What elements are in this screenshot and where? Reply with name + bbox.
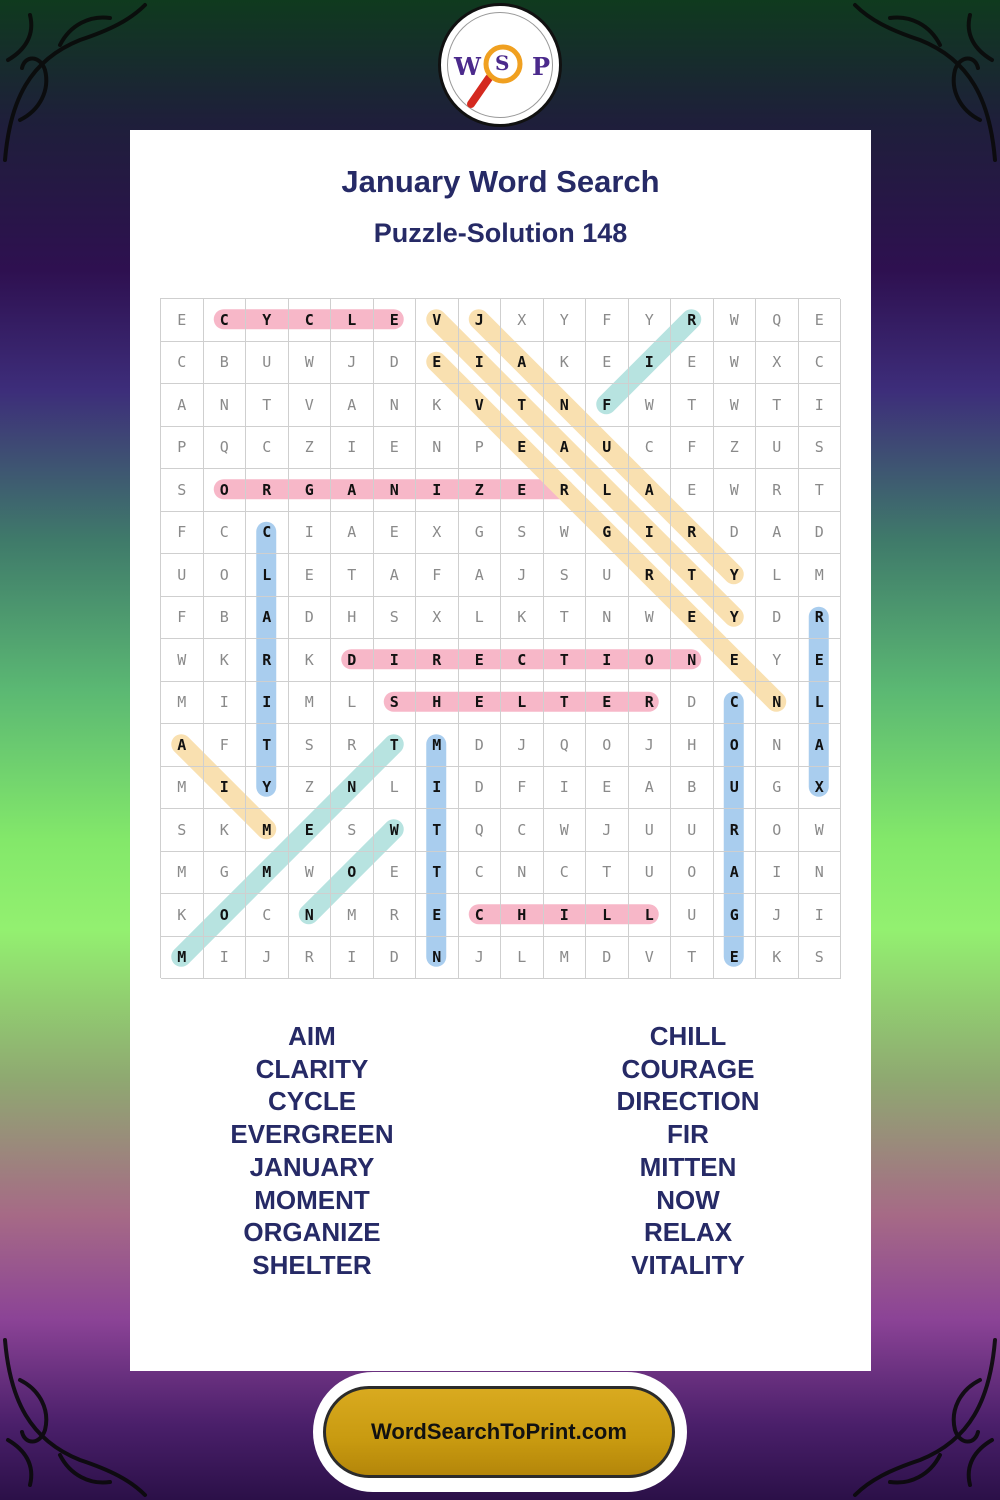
grid-cell[interactable]: E — [374, 299, 417, 342]
grid-cell[interactable]: R — [374, 894, 417, 937]
grid-cell[interactable]: A — [374, 554, 417, 597]
grid-cell[interactable]: T — [416, 852, 459, 895]
word-list-item: CHILL — [649, 1021, 727, 1051]
grid-cell[interactable]: G — [756, 767, 799, 810]
grid-cell[interactable]: L — [331, 682, 374, 725]
grid-cell[interactable]: M — [246, 809, 289, 852]
grid-cell[interactable]: I — [756, 852, 799, 895]
grid-cell[interactable]: K — [204, 809, 247, 852]
grid-cell[interactable]: F — [204, 724, 247, 767]
grid-cell[interactable]: A — [161, 384, 204, 427]
grid-cell[interactable]: B — [204, 342, 247, 385]
grid-cell[interactable]: E — [416, 894, 459, 937]
grid-cell[interactable]: U — [246, 342, 289, 385]
grid-cell[interactable]: E — [799, 299, 842, 342]
grid-cell[interactable]: K — [204, 639, 247, 682]
grid-cell[interactable]: D — [671, 682, 714, 725]
grid-cell[interactable]: E — [501, 427, 544, 470]
grid-cell[interactable]: A — [544, 427, 587, 470]
grid-cell[interactable]: I — [544, 767, 587, 810]
grid-cell[interactable]: N — [374, 469, 417, 512]
grid-cell[interactable]: U — [714, 767, 757, 810]
grid-cell[interactable]: Z — [714, 427, 757, 470]
grid-cell[interactable]: T — [671, 937, 714, 980]
grid-cell[interactable]: U — [756, 427, 799, 470]
grid-cell[interactable]: R — [799, 597, 842, 640]
grid-cell[interactable]: D — [374, 342, 417, 385]
grid-cell[interactable]: O — [756, 809, 799, 852]
grid-cell[interactable]: K — [756, 937, 799, 980]
grid-cell[interactable]: U — [671, 894, 714, 937]
grid-cell[interactable]: B — [204, 597, 247, 640]
grid-cell[interactable]: F — [416, 554, 459, 597]
grid-cell[interactable]: Y — [714, 597, 757, 640]
grid-cell[interactable]: E — [459, 639, 502, 682]
grid-cell[interactable]: A — [501, 342, 544, 385]
grid-cell[interactable]: O — [586, 724, 629, 767]
grid-cell[interactable]: R — [756, 469, 799, 512]
grid-cell[interactable]: R — [629, 554, 672, 597]
grid-cell[interactable]: I — [629, 512, 672, 555]
page-title: January Word Search — [341, 164, 660, 199]
grid-cell[interactable]: S — [374, 682, 417, 725]
word-list-item: RELAX — [643, 1217, 733, 1248]
grid-cell[interactable]: J — [459, 299, 502, 342]
grid-cell[interactable]: U — [629, 809, 672, 852]
logo-letter-p: P — [532, 52, 551, 81]
grid-cell[interactable]: N — [416, 937, 459, 980]
grid-cell[interactable]: J — [246, 937, 289, 980]
grid-cell[interactable]: A — [629, 767, 672, 810]
grid-cell[interactable]: N — [756, 682, 799, 725]
word-list-item: VITALITY — [631, 1249, 745, 1280]
grid-cell[interactable]: T — [544, 597, 587, 640]
grid-cell[interactable]: X — [501, 299, 544, 342]
grid-cell[interactable]: Y — [756, 639, 799, 682]
grid-cell[interactable]: C — [544, 852, 587, 895]
grid-cell[interactable]: G — [204, 852, 247, 895]
grid-cell[interactable]: L — [246, 554, 289, 597]
grid-cell[interactable]: T — [246, 384, 289, 427]
grid-cell[interactable]: N — [416, 427, 459, 470]
grid-cell[interactable]: A — [331, 384, 374, 427]
grid-cell[interactable]: Q — [544, 724, 587, 767]
grid-cell[interactable]: G — [289, 469, 332, 512]
grid-cell[interactable]: D — [799, 512, 842, 555]
grid-cell[interactable]: T — [501, 384, 544, 427]
grid-cell[interactable]: E — [374, 512, 417, 555]
grid-cell[interactable]: F — [586, 299, 629, 342]
grid-cell[interactable]: D — [756, 597, 799, 640]
grid-cell[interactable]: J — [331, 342, 374, 385]
grid-cell[interactable]: E — [374, 427, 417, 470]
grid-cell[interactable]: Y — [629, 299, 672, 342]
word-list-item: COURAGE — [621, 1053, 755, 1084]
grid-cell[interactable]: U — [586, 554, 629, 597]
grid-cell[interactable]: C — [246, 427, 289, 470]
grid-cell[interactable]: T — [756, 384, 799, 427]
grid-cell[interactable]: Q — [459, 809, 502, 852]
grid-cell[interactable]: R — [629, 682, 672, 725]
word-list-item: CLARITY — [255, 1053, 369, 1084]
grid-cell[interactable]: W — [629, 597, 672, 640]
corner-ornament-bottom-right — [850, 1330, 1000, 1500]
grid-cell[interactable]: Y — [544, 299, 587, 342]
grid-cell[interactable]: V — [289, 384, 332, 427]
grid-cell[interactable]: P — [161, 427, 204, 470]
grid-cell[interactable]: L — [756, 554, 799, 597]
grid-cell[interactable]: D — [459, 767, 502, 810]
grid-cell[interactable]: T — [331, 554, 374, 597]
grid-cell[interactable]: L — [501, 682, 544, 725]
grid-cell[interactable]: U — [629, 852, 672, 895]
grid-cell[interactable]: C — [459, 852, 502, 895]
grid-cell[interactable]: F — [671, 427, 714, 470]
grid-cell[interactable]: C — [501, 809, 544, 852]
grid-cell[interactable]: S — [161, 809, 204, 852]
corner-ornament-top-right — [850, 0, 1000, 170]
grid-cell[interactable]: D — [374, 937, 417, 980]
grid-cell[interactable]: I — [246, 682, 289, 725]
grid-cell[interactable]: C — [629, 427, 672, 470]
grid-cell[interactable]: L — [501, 937, 544, 980]
grid-cell[interactable]: B — [671, 767, 714, 810]
grid-cell[interactable]: E — [289, 554, 332, 597]
grid-cell[interactable]: K — [289, 639, 332, 682]
grid-cell[interactable]: N — [544, 384, 587, 427]
grid-cell[interactable]: W — [289, 852, 332, 895]
word-list-item: SHELTER — [252, 1249, 372, 1280]
grid-cell[interactable]: M — [161, 937, 204, 980]
grid-cell[interactable]: M — [246, 852, 289, 895]
site-link[interactable]: WordSearchToPrint.com — [323, 1386, 675, 1478]
grid-cell[interactable]: I — [544, 894, 587, 937]
grid-cell[interactable]: T — [671, 384, 714, 427]
grid-cell[interactable]: D — [331, 639, 374, 682]
grid-cell[interactable]: O — [714, 724, 757, 767]
grid-cell[interactable]: O — [204, 894, 247, 937]
letter-grid — [160, 298, 840, 978]
grid-cell[interactable]: H — [331, 597, 374, 640]
grid-cell[interactable]: I — [289, 512, 332, 555]
grid-cell[interactable]: C — [799, 342, 842, 385]
grid-cell[interactable]: M — [544, 937, 587, 980]
grid-cell[interactable]: S — [501, 512, 544, 555]
grid-cell[interactable]: I — [204, 767, 247, 810]
word-list-item: NOW — [656, 1184, 720, 1215]
grid-cell[interactable]: I — [331, 427, 374, 470]
grid-cell[interactable]: G — [459, 512, 502, 555]
grid-cell[interactable]: F — [161, 512, 204, 555]
grid-cell[interactable]: M — [161, 852, 204, 895]
grid-cell[interactable]: E — [586, 342, 629, 385]
grid-cell[interactable]: N — [799, 852, 842, 895]
site-banner[interactable] — [313, 1372, 687, 1492]
grid-cell[interactable]: M — [161, 682, 204, 725]
grid-cell[interactable]: Y — [246, 767, 289, 810]
grid-cell[interactable]: T — [246, 724, 289, 767]
grid-cell[interactable]: W — [714, 384, 757, 427]
grid-cell[interactable]: A — [714, 852, 757, 895]
grid-cell[interactable]: O — [671, 852, 714, 895]
word-list-item: JANUARY — [249, 1151, 375, 1182]
grid-cell[interactable]: D — [586, 937, 629, 980]
grid-cell[interactable]: L — [331, 299, 374, 342]
grid-cell[interactable]: E — [416, 342, 459, 385]
word-list-item: DIRECTION — [616, 1086, 760, 1117]
grid-cell[interactable]: K — [161, 894, 204, 937]
grid-cell[interactable]: S — [289, 724, 332, 767]
word-list-item: ORGANIZE — [243, 1217, 381, 1248]
grid-cell[interactable]: W — [629, 384, 672, 427]
grid-cell[interactable]: G — [586, 512, 629, 555]
grid-cell[interactable]: Z — [289, 767, 332, 810]
grid-cell[interactable]: T — [416, 809, 459, 852]
grid-cell[interactable]: R — [246, 639, 289, 682]
grid-cell[interactable]: M — [289, 682, 332, 725]
grid-cell[interactable]: X — [416, 512, 459, 555]
grid-cell[interactable]: V — [416, 299, 459, 342]
grid-cell[interactable]: I — [459, 342, 502, 385]
grid-cell[interactable]: E — [586, 767, 629, 810]
grid-cell[interactable]: N — [671, 639, 714, 682]
grid-cell[interactable]: F — [586, 384, 629, 427]
logo-letter-w: W — [454, 52, 481, 81]
grid-cell[interactable]: I — [416, 469, 459, 512]
grid-cell[interactable]: Z — [289, 427, 332, 470]
grid-cell[interactable]: W — [374, 809, 417, 852]
grid-cell[interactable]: I — [799, 384, 842, 427]
grid-cell[interactable]: I — [416, 767, 459, 810]
grid-cell[interactable]: S — [331, 809, 374, 852]
grid-cell[interactable]: M — [161, 767, 204, 810]
grid-cell[interactable]: T — [544, 639, 587, 682]
grid-cell[interactable]: X — [756, 342, 799, 385]
grid-cell[interactable]: R — [671, 299, 714, 342]
grid-cell[interactable]: S — [799, 937, 842, 980]
grid-cell[interactable]: A — [629, 469, 672, 512]
grid-cell[interactable]: I — [374, 639, 417, 682]
grid-cell[interactable]: W — [714, 342, 757, 385]
grid-cell[interactable]: O — [629, 639, 672, 682]
grid-cell[interactable]: O — [331, 852, 374, 895]
word-list-left — [112, 1020, 512, 1282]
word-list-item: CYCLE — [267, 1086, 357, 1117]
grid-cell[interactable]: W — [714, 469, 757, 512]
grid-cell[interactable]: W — [799, 809, 842, 852]
grid-cell[interactable]: T — [671, 554, 714, 597]
grid-cell[interactable]: L — [629, 894, 672, 937]
grid-cell[interactable]: M — [416, 724, 459, 767]
grid-cell[interactable]: E — [459, 682, 502, 725]
word-list-item: FIR — [667, 1119, 709, 1150]
grid-cell[interactable]: C — [204, 299, 247, 342]
grid-cell[interactable]: O — [204, 554, 247, 597]
grid-cell[interactable]: V — [459, 384, 502, 427]
grid-cell[interactable]: M — [799, 554, 842, 597]
word-list-item: MITTEN — [639, 1151, 737, 1182]
grid-cell[interactable]: W — [161, 639, 204, 682]
grid-cell[interactable]: N — [586, 597, 629, 640]
grid-cell[interactable]: E — [671, 342, 714, 385]
word-list-item: AIM — [288, 1021, 336, 1051]
grid-cell[interactable]: F — [501, 767, 544, 810]
grid-cell[interactable]: R — [331, 724, 374, 767]
grid-cell[interactable]: P — [459, 427, 502, 470]
grid-cell[interactable]: U — [671, 809, 714, 852]
grid-cell[interactable]: L — [799, 682, 842, 725]
grid-cell[interactable]: N — [374, 384, 417, 427]
grid-cell[interactable]: A — [756, 512, 799, 555]
grid-cell[interactable]: S — [799, 427, 842, 470]
grid-cell[interactable]: X — [416, 597, 459, 640]
grid-cell[interactable]: U — [161, 554, 204, 597]
grid-cell[interactable]: T — [374, 724, 417, 767]
grid-cell[interactable]: I — [799, 894, 842, 937]
grid-cell[interactable]: U — [586, 427, 629, 470]
grid-cell[interactable]: E — [714, 937, 757, 980]
grid-cell[interactable]: A — [459, 554, 502, 597]
grid-cell[interactable]: E — [161, 299, 204, 342]
grid-cell[interactable]: G — [714, 894, 757, 937]
grid-cell[interactable]: A — [331, 469, 374, 512]
grid-cell[interactable]: F — [161, 597, 204, 640]
grid-cell[interactable]: N — [204, 384, 247, 427]
grid-cell[interactable]: E — [714, 639, 757, 682]
page-subtitle: Puzzle-Solution 148 — [373, 218, 628, 248]
grid-cell[interactable]: J — [501, 724, 544, 767]
grid-cell[interactable]: T — [799, 469, 842, 512]
grid-cell[interactable]: D — [459, 724, 502, 767]
grid-cell[interactable]: M — [331, 894, 374, 937]
grid-cell[interactable]: Z — [459, 469, 502, 512]
word-search-grid — [160, 298, 840, 978]
grid-cell[interactable]: K — [416, 384, 459, 427]
grid-cell[interactable]: C — [501, 639, 544, 682]
grid-cell[interactable]: C — [161, 342, 204, 385]
grid-cell[interactable]: I — [586, 639, 629, 682]
grid-cell[interactable]: R — [714, 809, 757, 852]
grid-cell[interactable]: L — [586, 894, 629, 937]
grid-cell[interactable]: D — [714, 512, 757, 555]
grid-cell[interactable]: R — [289, 937, 332, 980]
grid-cell[interactable]: D — [289, 597, 332, 640]
grid-cell[interactable]: H — [671, 724, 714, 767]
grid-cell[interactable]: C — [204, 512, 247, 555]
grid-cell[interactable]: Y — [246, 299, 289, 342]
grid-cell[interactable]: I — [204, 682, 247, 725]
grid-cell[interactable]: T — [586, 852, 629, 895]
corner-ornament-bottom-left — [0, 1330, 150, 1500]
grid-cell[interactable]: I — [204, 937, 247, 980]
grid-cell[interactable]: C — [459, 894, 502, 937]
grid-cell[interactable]: L — [586, 469, 629, 512]
grid-cell[interactable]: J — [459, 937, 502, 980]
grid-cell[interactable]: L — [459, 597, 502, 640]
grid-cell[interactable]: S — [544, 554, 587, 597]
grid-cell[interactable]: E — [374, 852, 417, 895]
grid-cell[interactable]: N — [289, 894, 332, 937]
grid-cell[interactable]: E — [799, 639, 842, 682]
grid-cell[interactable]: R — [416, 639, 459, 682]
grid-cell[interactable]: J — [586, 809, 629, 852]
word-list-item: EVERGREEN — [230, 1119, 394, 1150]
grid-cell[interactable]: N — [331, 767, 374, 810]
grid-cell[interactable]: C — [246, 512, 289, 555]
grid-cell[interactable]: A — [161, 724, 204, 767]
corner-ornament-top-left — [0, 0, 150, 170]
grid-cell[interactable]: T — [544, 682, 587, 725]
grid-cell[interactable]: K — [501, 597, 544, 640]
grid-cell[interactable]: J — [501, 554, 544, 597]
grid-cell[interactable]: C — [246, 894, 289, 937]
grid-cell[interactable]: J — [756, 894, 799, 937]
word-list-item: MOMENT — [254, 1184, 370, 1215]
grid-cell[interactable]: R — [246, 469, 289, 512]
grid-cell[interactable]: S — [161, 469, 204, 512]
grid-cell[interactable]: E — [289, 809, 332, 852]
grid-cell[interactable]: H — [501, 894, 544, 937]
grid-cell[interactable]: N — [501, 852, 544, 895]
grid-cell[interactable]: E — [671, 469, 714, 512]
grid-cell[interactable]: X — [799, 767, 842, 810]
grid-cell[interactable]: R — [671, 512, 714, 555]
logo-letter-s: S — [495, 51, 510, 75]
grid-cell[interactable]: A — [331, 512, 374, 555]
grid-cell[interactable]: E — [671, 597, 714, 640]
grid-cell[interactable]: E — [501, 469, 544, 512]
grid-cell[interactable]: Y — [714, 554, 757, 597]
grid-cell[interactable]: E — [586, 682, 629, 725]
grid-cell[interactable]: C — [289, 299, 332, 342]
grid-cell[interactable]: K — [544, 342, 587, 385]
grid-cell[interactable]: W — [289, 342, 332, 385]
grid-cell[interactable]: R — [544, 469, 587, 512]
grid-cell[interactable]: A — [246, 597, 289, 640]
grid-cell[interactable]: A — [799, 724, 842, 767]
grid-cell[interactable]: Q — [756, 299, 799, 342]
grid-cell[interactable]: W — [544, 512, 587, 555]
grid-cell[interactable]: W — [714, 299, 757, 342]
grid-cell[interactable]: S — [374, 597, 417, 640]
grid-cell[interactable]: Q — [204, 427, 247, 470]
grid-cell[interactable]: I — [331, 937, 374, 980]
grid-cell[interactable]: W — [544, 809, 587, 852]
grid-cell[interactable]: V — [629, 937, 672, 980]
grid-cell[interactable]: J — [629, 724, 672, 767]
grid-cell[interactable]: O — [204, 469, 247, 512]
grid-cell[interactable]: I — [629, 342, 672, 385]
word-list-right — [488, 1020, 888, 1282]
grid-cell[interactable]: L — [374, 767, 417, 810]
wsp-logo[interactable] — [438, 3, 562, 127]
grid-cell[interactable]: H — [416, 682, 459, 725]
grid-cell[interactable]: C — [714, 682, 757, 725]
grid-cell[interactable]: N — [756, 724, 799, 767]
